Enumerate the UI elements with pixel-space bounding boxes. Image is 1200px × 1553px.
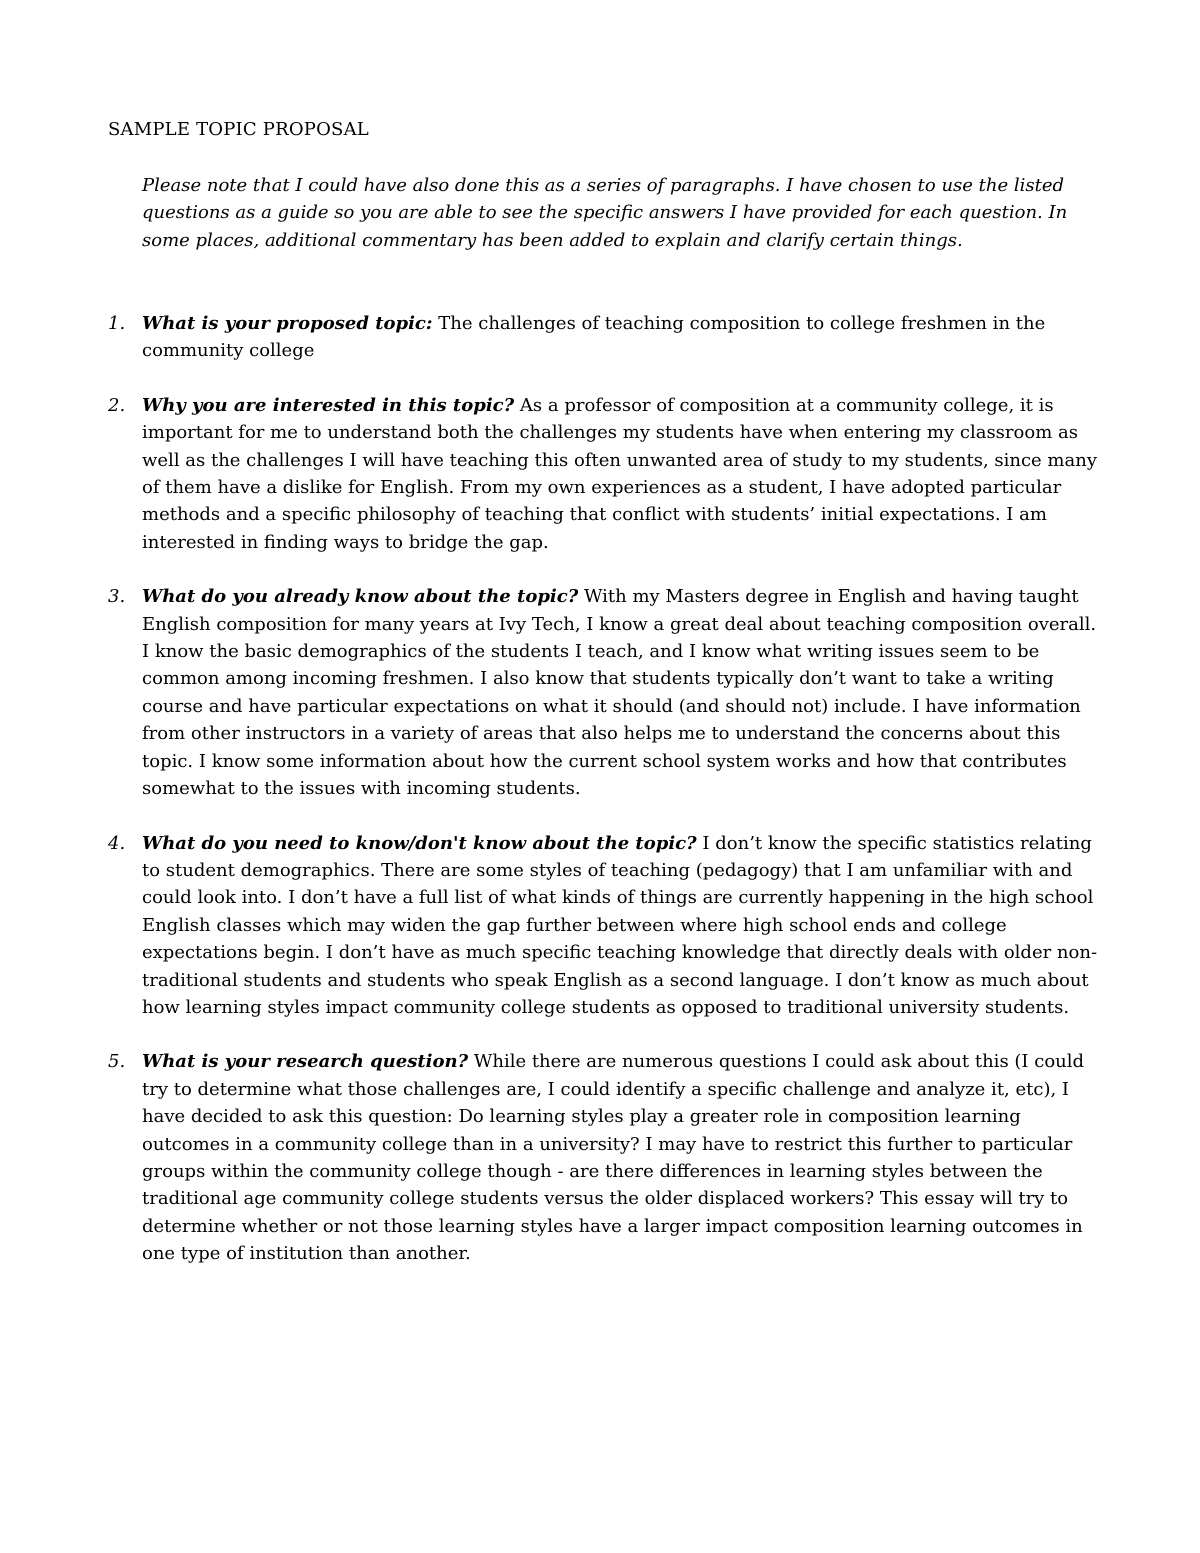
question-text: What do you need to know/don't know about the topic? [142,832,697,854]
question-answer: While there are numerous questions I could ask about this (I could try to determine what those challenges are, I could identify a specific challenge and analyze it, etc), I have decided to ask this question: Do learning styles play a greater role in composition learning outcomes in a community college than in a university? I may have to restrict this further to particular groups within the community college though - are there differences in learning styles between the traditional age community college students versus the older displaced workers? This essay will try to determine whether or not those learning styles have a larger impact composition learning outcomes in one type of institution than another. [142,1051,1085,1265]
question-list [108,310,1098,1295]
question-number: 5. [108,1051,126,1073]
question-number: 4. [108,832,126,854]
question-number: 1. [108,313,126,334]
question-text: Why you are interested in this topic? [142,394,515,416]
question-text: What is your proposed topic: [142,313,433,334]
question-answer: I don’t know the specific statistics relating to student demographics. There are some styles of teaching (pedagogy) that I am unfamiliar with and could look into. I don’t have a full list of what kinds of things are currently happening in the high school English classes which may widen the gap further between where high school ends and college expectations begin. I don’t have as much specific teaching knowledge that directly deals with older non-traditional students and students who speak English as a second language. I don’t know as much about how learning styles impact community college students as opposed to traditional university students. [142,832,1098,1018]
question-answer: With my Masters degree in English and having taught English composition for many years at Ivy Tech, I know a great deal about teaching composition overall. I know the basic demographics of the students I teach, and I know what writing issues seem to be common among incoming freshmen. I also know that students typically don’t want to take a writing course and have particular expectations on what it should (and should not) include. I have information from other instructors in a variety of areas that also helps me to understand the concerns about this topic. I know some information about how the current school system works and how that contributes somewhat to the issues with incoming students. [142,586,1097,800]
question-item-3 [108,583,1098,802]
question-number: 2. [108,394,126,416]
question-item-2 [108,392,1098,556]
question-answer: As a professor of composition at a community college, it is important for me to understand both the challenges my students have when entering my classroom as well as the challenges I will have teaching this often unwanted area of study to my students, since many of them have a dislike for English. From my own experiences as a student, I have adopted particular methods and a specific philosophy of teaching that conflict with students’ initial expectations. I am interested in finding ways to bridge the gap. [142,394,1097,553]
question-item-4 [108,830,1098,1022]
document-title: SAMPLE TOPIC PROPOSAL [108,119,369,140]
question-number: 3. [108,586,126,608]
question-answer: The challenges of teaching composition to college freshmen in the community college [142,313,1046,362]
question-item-1 [108,310,1098,365]
question-text: What do you already know about the topic? [142,586,579,608]
intro-note: Please note that I could have also done this as a series of paragraphs. I have chosen to use the listed questions as a guide so you are able to see the specific answers I have provided for each question. In some places, additional commentary has been added to explain and clarify certain things. [142,175,1068,251]
question-item-5 [108,1048,1098,1267]
question-text: What is your research question? [142,1051,469,1073]
